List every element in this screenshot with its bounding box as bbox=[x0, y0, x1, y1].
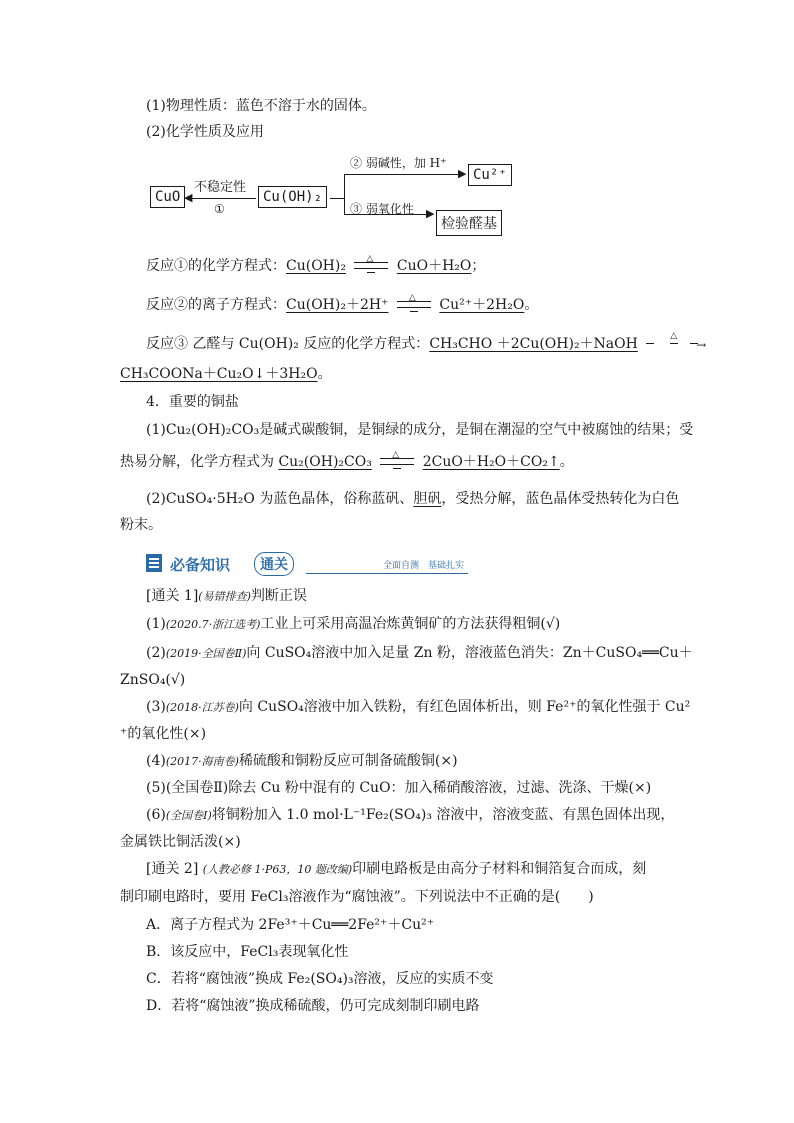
chemical-property-heading: (2)化学性质及应用 bbox=[146, 124, 264, 140]
unstable-label: 不稳定性 bbox=[194, 180, 247, 195]
section4-p1-line2 bbox=[120, 452, 574, 472]
physical-property-text: (1)物理性质：蓝色不溶于水的固体。 bbox=[146, 98, 376, 114]
heat-equals-sign bbox=[380, 450, 414, 468]
cu2-box: Cu²⁺ bbox=[468, 164, 512, 186]
quiz2-option-c[interactable]: C．若将“腐蚀液”换成 Fe₂(SO₄)₃溶液，反应的实质不变 bbox=[146, 971, 494, 987]
quiz1-item3 bbox=[146, 697, 690, 718]
quiz1-item6-cont: 金属铁比铜活泼(×) bbox=[120, 834, 241, 850]
heat-equals-sign bbox=[354, 254, 388, 272]
reaction3-label: 反应③ 乙醛与 Cu(OH)₂ 反应的化学方程式： bbox=[146, 336, 430, 352]
item-number: (2) bbox=[146, 645, 166, 661]
item-number: (1) bbox=[146, 616, 166, 632]
banner-title: 必备知识 bbox=[170, 556, 231, 574]
section4-p2-line1 bbox=[146, 489, 679, 509]
item-source: (2018·江苏卷) bbox=[165, 701, 239, 714]
heat-arrow-sign: △ → bbox=[646, 336, 702, 350]
section4-p1-left: Cu₂(OH)₂CO₃ bbox=[278, 454, 372, 470]
heat-delta-icon: △ bbox=[392, 450, 400, 460]
section4-p2-text: ，受热分解，蓝色晶体受热转化为白色 bbox=[441, 491, 680, 507]
reaction2-line bbox=[146, 295, 538, 315]
section4-p2-text: (2)CuSO₄·5H₂O 为蓝色晶体，俗称蓝矾、 bbox=[146, 491, 414, 507]
quiz1-item6 bbox=[146, 805, 674, 826]
quiz1-item3-cont: ⁺的氧化性(×) bbox=[120, 726, 207, 742]
quiz1-item1 bbox=[146, 614, 560, 635]
item-text: 将铜粉加入 1.0 mol·L⁻¹Fe₂(SO₄)₃ 溶液中，溶液变蓝、有黑色固体出现， bbox=[211, 807, 675, 823]
item-text: 向 CuSO₄溶液中加入铁粉，有红色固体析出，则 Fe²⁺的氧化性强于 Cu² bbox=[238, 699, 691, 715]
reaction1-label: 反应①的化学方程式： bbox=[146, 258, 286, 274]
quiz2-stem-line2: 制印刷电路时，要用 FeCl₃溶液作为“腐蚀液”。下列说法中不正确的是( ) bbox=[120, 889, 594, 905]
banner-badge: 通关 bbox=[254, 552, 294, 576]
reaction2-left: Cu(OH)₂＋2H⁺ bbox=[286, 297, 389, 313]
branch3-label: ③ 弱氧化性 bbox=[350, 202, 414, 216]
reaction3-line bbox=[146, 331, 707, 354]
quiz2-heading bbox=[146, 859, 646, 880]
arrowhead-left-icon: ◀ bbox=[184, 191, 193, 204]
item-source: (2017·海南卷) bbox=[165, 755, 239, 768]
quiz2-label: [通关 2] bbox=[146, 861, 199, 877]
reaction1-line bbox=[146, 256, 485, 276]
heat-equals-sign bbox=[397, 293, 431, 311]
reaction2-end: 。 bbox=[524, 297, 539, 313]
branch-upper-arrow bbox=[344, 174, 462, 175]
banner-rule bbox=[306, 573, 468, 574]
item-source: (全国卷Ⅰ) bbox=[165, 809, 212, 822]
reaction3-right: CH₃COONa＋Cu₂O↓＋3H₂O bbox=[120, 366, 318, 382]
arrow-to-cuo bbox=[186, 198, 256, 199]
item-number: (6) bbox=[146, 807, 166, 823]
quiz2-stem: 印刷电路板是由高分子材料和铜箔复合而成，刻 bbox=[352, 861, 647, 877]
branch-vertical bbox=[344, 174, 345, 214]
reaction-diagram bbox=[146, 150, 506, 234]
aldehyde-test-box: 检验醛基 bbox=[436, 210, 502, 236]
item-source: (2020.7·浙江选考) bbox=[165, 618, 261, 631]
quiz1-item2-cont: ZnSO₄(√) bbox=[120, 672, 186, 688]
quiz1-item4 bbox=[146, 751, 458, 772]
quiz2-option-a[interactable]: A．离子方程式为 2Fe³⁺＋Cu══2Fe²⁺＋Cu²⁺ bbox=[146, 917, 435, 933]
quiz2-tag: (人教必修 1·P63，10 题改编) bbox=[202, 863, 353, 876]
quiz2-option-d[interactable]: D．若将“腐蚀液”换成稀硫酸，仍可完成刻制印刷电路 bbox=[146, 998, 480, 1014]
step1-label: ① bbox=[214, 202, 225, 216]
item-source: (2019·全国卷Ⅱ) bbox=[165, 647, 247, 660]
reaction2-right: Cu²⁺＋2H₂O bbox=[439, 297, 525, 313]
item-number: (4) bbox=[146, 753, 166, 769]
quiz1-item5: (5)(全国卷Ⅱ)除去 Cu 粉中混有的 CuO：加入稀硝酸溶液，过滤、洗涤、干燥(×) bbox=[146, 780, 652, 796]
arrowhead-right-icon: ▶ bbox=[426, 207, 435, 220]
section4-p1-label: 热易分解，化学方程式为 bbox=[120, 454, 279, 470]
item-text: 工业上可采用高温冶炼黄铜矿的方法获得粗铜(√) bbox=[260, 616, 561, 632]
cuo-box: CuO bbox=[150, 186, 185, 208]
notebook-icon bbox=[146, 554, 162, 572]
knowledge-banner bbox=[146, 552, 468, 576]
section4-p1-end: 。 bbox=[559, 454, 574, 470]
section4-p1-line1: (1)Cu₂(OH)₂CO₃是碱式碳酸铜，是铜绿的成分，是铜在潮湿的空气中被腐蚀的结果；受 bbox=[146, 422, 694, 438]
cuoh2-box: Cu(OH)₂ bbox=[258, 186, 327, 208]
quiz2-option-b[interactable]: B．该反应中，FeCl₃表现氧化性 bbox=[146, 944, 349, 960]
branch-stem bbox=[330, 198, 344, 199]
section4-p1-right: 2CuO＋H₂O＋CO₂↑ bbox=[422, 454, 560, 470]
reaction1-right: CuO＋H₂O bbox=[396, 258, 472, 274]
item-number: (3) bbox=[146, 699, 166, 715]
section4-heading: 4．重要的铜盐 bbox=[146, 394, 239, 410]
section4-p2-underlined: 胆矾 bbox=[413, 491, 442, 507]
quiz1-item2 bbox=[146, 643, 693, 664]
reaction3-end: 。 bbox=[317, 366, 332, 382]
reaction3-continuation bbox=[120, 364, 332, 384]
section4-p2-line2: 粉末。 bbox=[120, 517, 162, 533]
quiz1-label: [通关 1] bbox=[146, 588, 199, 604]
branch2-label: ② 弱碱性，加 H⁺ bbox=[350, 156, 447, 170]
item-text: 稀硫酸和铜粉反应可制备硫酸铜(×) bbox=[238, 753, 458, 769]
reaction1-end: ； bbox=[471, 258, 486, 274]
reaction2-label: 反应②的离子方程式： bbox=[146, 297, 286, 313]
banner-subtitle: 全面自测 基础扎实 bbox=[382, 561, 464, 571]
item-text: 向 CuSO₄溶液中加入足量 Zn 粉，溶液蓝色消失：Zn＋CuSO₄══Cu＋ bbox=[246, 645, 693, 661]
heat-delta-icon: △ bbox=[366, 254, 374, 264]
quiz1-instruction: 判断正误 bbox=[250, 588, 307, 604]
heat-delta-icon: △ bbox=[408, 293, 416, 303]
arrowhead-right-icon: ▶ bbox=[458, 167, 467, 180]
quiz1-heading bbox=[146, 586, 307, 607]
quiz1-tag: (易错排查) bbox=[198, 590, 251, 603]
reaction1-left: Cu(OH)₂ bbox=[286, 258, 346, 274]
reaction3-left: CH₃CHO ＋2Cu(OH)₂＋NaOH bbox=[429, 336, 638, 352]
heat-delta-icon: △ bbox=[670, 331, 678, 341]
